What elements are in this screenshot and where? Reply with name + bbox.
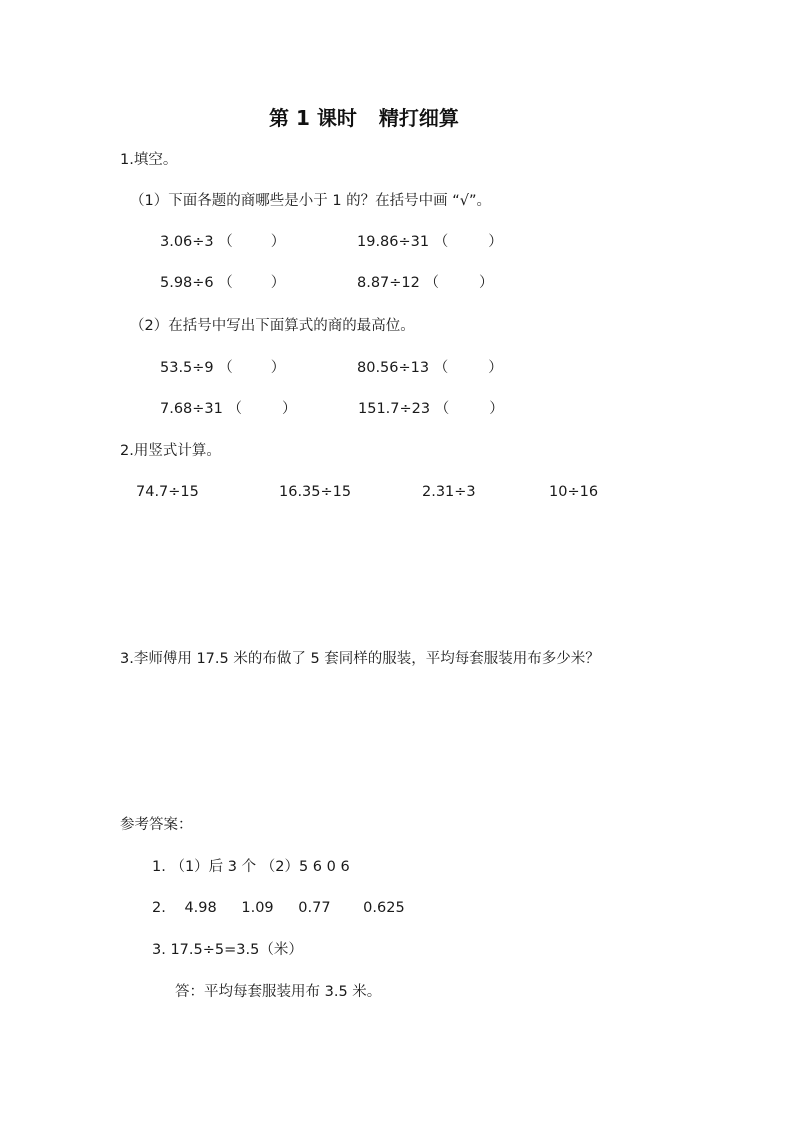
answer-value: 4.98 [184,900,217,916]
division-problem: 2.31÷3 [422,484,476,500]
lesson-number: 第 1 课时 [269,106,357,130]
exercise-item [357,235,503,250]
expression: 19.86÷31 [357,234,430,250]
expression: 53.5÷9 [160,360,214,376]
answer-blank[interactable]: （ ） [433,360,503,376]
answer-2 [152,901,405,916]
exercise-item [357,361,503,376]
division-problem: 16.35÷15 [279,484,352,500]
exercise-item [358,402,504,417]
answer-3: 3. 17.5÷5=3.5（米） [152,942,303,958]
exercise-item [160,235,285,250]
expression: 8.87÷12 [357,275,420,291]
question-2-heading: 2.用竖式计算。 [120,443,221,459]
answer-blank[interactable]: （ ） [218,275,286,291]
answer-3-reply: 答：平均每套服装用布 3.5 米。 [175,984,382,1000]
exercise-item [357,276,494,291]
expression: 3.06÷3 [160,234,214,250]
answer-value: 1.09 [241,900,274,916]
question-1-heading: 1.填空。 [120,152,178,168]
answer-blank[interactable]: （ ） [433,234,503,250]
exercise-item [160,276,285,291]
answer-blank[interactable]: （ ） [227,401,297,417]
division-problem: 10÷16 [549,484,599,500]
answer-value: 0.77 [298,900,331,916]
lesson-name: 精打细算 [378,106,459,130]
answer-2-label: 2. [152,900,166,916]
expression: 7.68÷31 [160,401,223,417]
question-3-text: 3.李师傅用 17.5 米的布做了 5 套同样的服装，平均每套服装用布多少米？ [120,651,600,667]
expression: 80.56÷13 [357,360,430,376]
exercise-item [160,402,297,417]
question-1-part-2-prompt: （2）在括号中写出下面算式的商的最高位。 [130,318,415,334]
answer-blank[interactable]: （ ） [434,401,504,417]
answer-blank[interactable]: （ ） [218,360,286,376]
question-1-part-1-prompt: （1）下面各题的商哪些是小于 1 的？在括号中画 “√”。 [130,193,492,209]
answer-blank[interactable]: （ ） [218,234,286,250]
answer-1: 1. （1）后 3 个 （2）5 6 0 6 [152,859,350,875]
division-problem: 74.7÷15 [136,484,199,500]
answer-value: 0.625 [363,900,405,916]
expression: 151.7÷23 [358,401,431,417]
exercise-item [160,361,285,376]
answer-blank[interactable]: （ ） [424,275,494,291]
answer-key-heading: 参考答案： [120,817,193,833]
expression: 5.98÷6 [160,275,214,291]
page-title [269,108,459,128]
